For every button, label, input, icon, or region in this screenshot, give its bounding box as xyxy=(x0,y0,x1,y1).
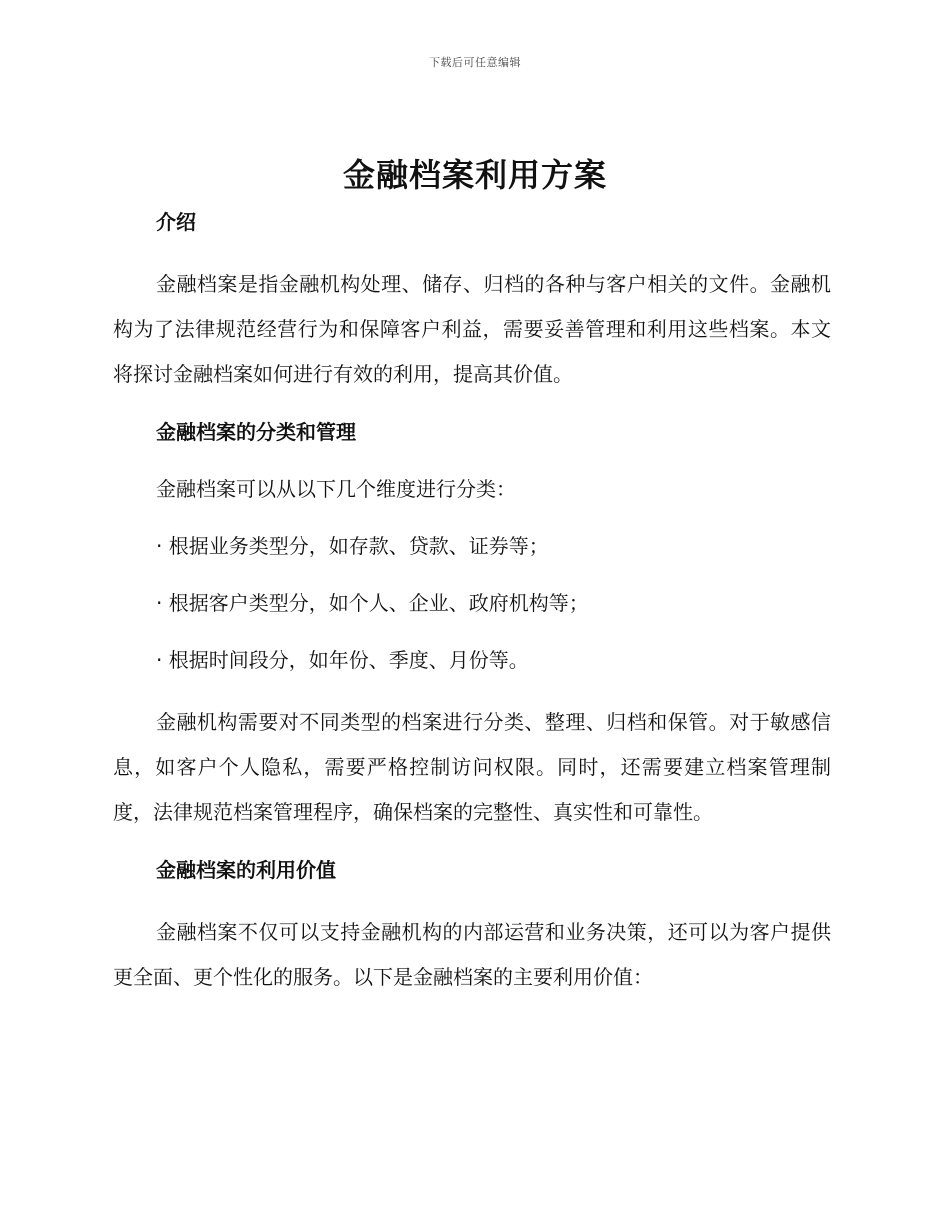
list-item: · 根据业务类型分，如存款、贷款、证券等； xyxy=(156,534,549,558)
page-title: 金融档案利用方案 xyxy=(342,156,607,194)
paragraph-intro: 金融档案是指金融机构处理、储存、归档的各种与客户相关的文件。金融机构为了法律规范经营行为和保障客户利益，需要妥善管理和利用这些档案。本文将探讨金融档案如何进行有效的利用，提高其价值。 xyxy=(113,272,831,386)
paragraph-classification-lead: 金融档案可以从以下几个维度进行分类： xyxy=(156,477,516,501)
paragraph-classification: 金融机构需要对不同类型的档案进行分类、整理、归档和保管。对于敏感信息，如客户个人隐私，需要严格控制访问权限。同时，还需要建立档案管理制度，法律规范档案管理程序，确保档案的完整性、真实性和可靠性。 xyxy=(113,710,831,824)
paragraph-value: 金融档案不仅可以支持金融机构的内部运营和业务决策，还可以为客户提供更全面、更个性化的服务。以下是金融档案的主要利用价值： xyxy=(113,920,831,989)
document-body xyxy=(113,205,831,1000)
header-note: 下载后可任意编辑 xyxy=(429,56,521,69)
section-heading-intro: 介绍 xyxy=(156,210,196,234)
section-heading-classification: 金融档案的分类和管理 xyxy=(156,420,356,444)
section-heading-value: 金融档案的利用价值 xyxy=(156,858,336,882)
list-item: · 根据客户类型分，如个人、企业、政府机构等； xyxy=(156,591,589,615)
list-item: · 根据时间段分，如年份、季度、月份等。 xyxy=(156,648,529,672)
